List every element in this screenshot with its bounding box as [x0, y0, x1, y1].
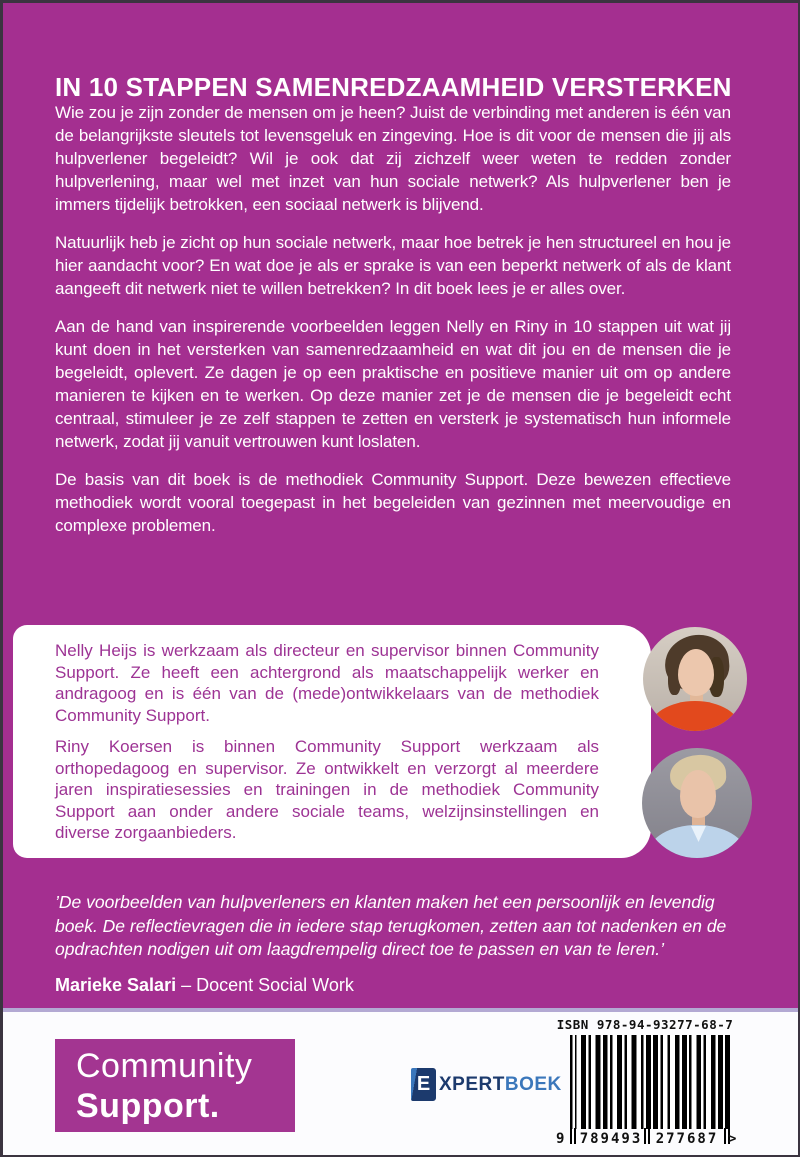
barcode-digits	[556, 1131, 739, 1147]
intro-paragraph-1: Wie zou je zijn zonder de mensen om je heen? Juist de verbinding met anderen is één van de belangrijkste sleutels tot levensgeluk en zingeving. Hoe is dit voor de mensen die jij als hulpverlener begeleidt? Wil je ook dat zij zichzelf weer weten te redden zonder hulpverlening, maar wel met inzet van hun sociale netwerk? Als hulpverlener ben je immers tijdelijk betrokken, een sociaal netwerk is blijvend.	[55, 103, 731, 214]
intro-paragraph-3: Aan de hand van inspirerende voorbeelden leggen Nelly en Riny in 10 stappen uit wat jij kunt doen in het versterken van samenredzaamheid en wat dit jou en de mensen die je begeleidt, oplevert. Ze dagen je op een praktische en positieve manier uit om op andere manieren te kijken en te werken. Op deze manier zet je de mensen die je begeleidt echt centraal, stimuleer je ze zelf stappen te zetten en versterk je systematisch hun informele netwerk, zodat jij vanuit vertrouwen kunt loslaten.	[55, 317, 731, 451]
publisher-logo-line1: Community	[76, 1047, 253, 1085]
barcode	[556, 1035, 739, 1153]
footer-bar	[3, 1008, 798, 1155]
community-support-logo	[55, 1039, 295, 1132]
page-title: IN 10 STAPPEN SAMENREDZAAMHEID VERSTERKEN	[55, 72, 732, 103]
testimonial-attribution	[55, 975, 733, 996]
author-bio-riny: Riny Koersen is binnen Community Support werkzaam als orthopedagoog en supervisor. Ze ontwikkelt en verzorgt al meerdere jaren inspiratiesessies en trainingen in de methodiek Community Support aan onder andere sociale teams, welzijnsinstellingen en diverse zorgaanbieders.	[55, 737, 599, 842]
imprint-name-part2: BOEK	[504, 1073, 562, 1095]
barcode-digit-left: 9	[556, 1131, 567, 1147]
barcode-end-mark: >	[728, 1131, 739, 1147]
testimonial-section	[55, 891, 733, 996]
barcode-digits-group1: 789493	[579, 1131, 643, 1147]
intro-paragraph-2: Natuurlijk heb je zicht op hun sociale netwerk, maar hoe betrek je hen structureel en hou je hier aandacht voor? En wat doe je als er sprake is van een beperkt netwerk of als de klant aangeeft dit netwerk niet te willen betrekken? In dit boek lees je er alles over.	[55, 233, 731, 298]
isbn-label: ISBN 978-94-93277-68-7	[556, 1017, 734, 1032]
book-icon: E	[411, 1068, 436, 1101]
isbn-block	[555, 1017, 739, 1153]
imprint-name-part1: XPERT	[439, 1073, 505, 1095]
author-bio-panel	[13, 625, 651, 858]
avatar-face	[678, 649, 714, 696]
nelly-heijs-portrait-photo	[643, 627, 747, 731]
testimonial-quote: ’De voorbeelden van hulpverleners en klanten maken het een persoonlijk en levendig boek. De reflectievragen die in iedere stap terugkomen, zetten aan tot nadenken en de opdrachten nodigen uit om laagdrempelig direct toe te passen en van te leren.’	[55, 892, 727, 959]
expertboek-logo	[411, 1068, 562, 1101]
intro-paragraph-4: De basis van dit boek is de methodiek Community Support. Deze bewezen effectieve methodiek wordt vooral toegepast in het begeleiden van gezinnen met meervoudige en complexe problemen.	[55, 470, 731, 535]
avatar-torso	[649, 701, 741, 731]
intro-text	[55, 101, 731, 552]
avatar-face	[680, 770, 716, 818]
author-bio-nelly: Nelly Heijs is werkzaam als directeur en supervisor binnen Community Support. Ze heeft een achtergrond als maatschappelijk werker en andragoog en is één van de (mede)ontwikkelaars van de methodiek Community Support.	[55, 641, 599, 725]
barcode-bars	[570, 1035, 730, 1129]
barcode-digits-group2: 277687	[655, 1131, 719, 1147]
riny-koersen-portrait-photo	[642, 748, 752, 858]
publisher-logo-line2: Support.	[76, 1087, 220, 1125]
testimonial-author-name: Marieke Salari	[55, 974, 177, 995]
testimonial-author-role: – Docent Social Work	[176, 974, 354, 995]
